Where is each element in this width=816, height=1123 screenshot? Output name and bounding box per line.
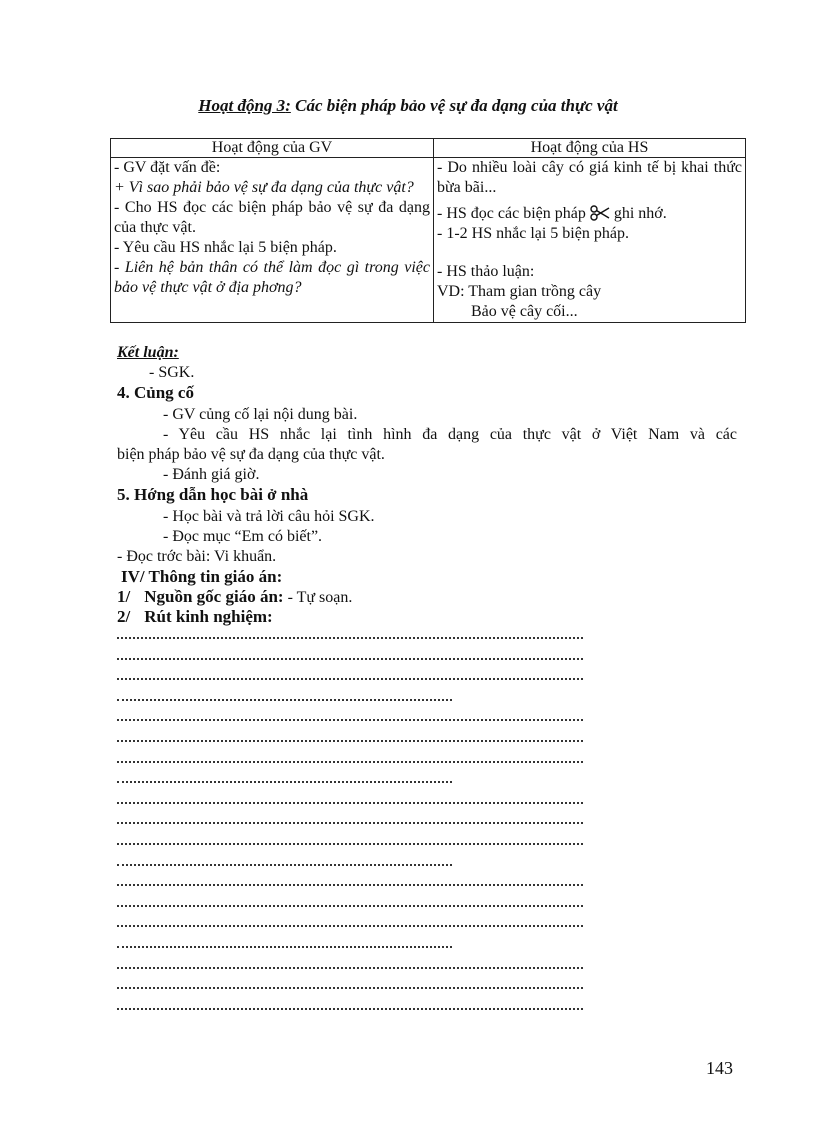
hs-line: Bảo vệ cây cối...: [471, 303, 578, 320]
hs-read-tail: ghi nhớ.: [613, 205, 667, 222]
gv-line: - Yêu cầu HS nhắc lại 5 biện pháp.: [114, 239, 337, 256]
section-5-heading: 5. Hớng dẫn học bài ở nhà: [117, 485, 309, 504]
section-5-line: - Đọc trớc bài: Vi khuẩn.: [117, 548, 277, 565]
cell-hs: [434, 158, 746, 323]
section-4-line: - GV củng cố lại nội dung bài.: [163, 406, 358, 423]
conclusion-text: - SGK.: [149, 364, 195, 381]
dotted-line: [117, 967, 583, 971]
item-2-number: 2/: [117, 607, 131, 626]
gv-line: + Vì sao phải bảo vệ sự đa dạng của thực vật?: [114, 179, 414, 196]
dotted-line: [117, 864, 452, 868]
table-header-row: [111, 139, 746, 158]
table-row: [111, 158, 746, 323]
section-4-line: biện pháp bảo vệ sự đa dạng của thực vật.: [117, 446, 385, 463]
section-iv-item-1: [117, 587, 352, 608]
conclusion-label: [117, 343, 179, 363]
hs-read-text: - HS đọc các biện pháp: [437, 205, 586, 222]
dotted-line: [117, 637, 583, 641]
item-1-value: - Tự soạn.: [283, 589, 353, 606]
section-5-line: - Học bài và trả lời câu hỏi SGK.: [163, 508, 375, 525]
dotted-line: [117, 925, 583, 929]
activity-heading-colon: :: [285, 96, 291, 115]
header-gv: Hoạt động của GV: [111, 139, 434, 158]
activity-table: [110, 138, 746, 323]
dotted-line: [117, 884, 583, 888]
hs-line: VD: Tham gian trồng cây: [437, 283, 602, 300]
dotted-line: [117, 678, 583, 682]
dotted-line: [117, 946, 452, 950]
section-4-line: - Đánh giá giờ.: [163, 466, 260, 483]
hs-line-read: [437, 204, 742, 224]
dotted-line: [117, 719, 583, 723]
gv-line: - Liên hệ bản thân có thể làm đọc gì trong việc bảo vệ thực vật ở địa phơng?: [114, 259, 430, 296]
gv-line: - Cho HS đọc các biện pháp bảo vệ sự đa dạng của thực vật.: [114, 199, 430, 236]
hs-line: - Do nhiều loài cây có giá kinh tế bị khai thức bừa bãi...: [437, 159, 742, 196]
dotted-line: [117, 1008, 583, 1012]
conclusion-label-text: Kết luận:: [117, 344, 179, 361]
item-2-label: Rút kinh nghiệm:: [144, 607, 273, 626]
activity-heading-label: Hoạt động 3: [198, 96, 286, 115]
dotted-line: [117, 822, 583, 826]
page-number: 143: [706, 1058, 733, 1078]
dotted-line: [117, 987, 583, 991]
dotted-line: [117, 905, 583, 909]
cell-gv: [111, 158, 434, 323]
scissors-icon: [590, 205, 610, 221]
hs-line: - 1-2 HS nhắc lại 5 biện pháp.: [437, 225, 629, 242]
section-4-heading: 4. Củng cố: [117, 383, 194, 402]
dotted-line: [117, 740, 583, 744]
dotted-line: [117, 699, 452, 703]
section-iv-heading: IV/ Thông tin giáo án:: [121, 567, 283, 586]
section-5-line: - Đọc mục “Em có biết”.: [163, 528, 323, 545]
activity-heading-title: Các biện pháp bảo vệ sự đa dạng của thực vật: [290, 96, 618, 115]
item-1-number: 1/: [117, 587, 131, 606]
dotted-line: [117, 802, 583, 806]
gv-line: - GV đặt vấn đề:: [114, 159, 221, 176]
dotted-line: [117, 761, 583, 765]
dotted-line: [117, 781, 452, 785]
hs-line: - HS thảo luận:: [437, 263, 535, 280]
dotted-line: [117, 843, 583, 847]
item-1-label: Nguồn gốc giáo án:: [144, 587, 284, 606]
section-4-line: - Yêu cầu HS nhắc lại tình hình đa dạng của thực vật ở Việt Nam và các: [163, 426, 737, 443]
header-hs: Hoạt động của HS: [434, 139, 746, 158]
activity-heading: [0, 96, 816, 116]
dotted-line: [117, 658, 583, 662]
section-iv-item-2: [117, 607, 273, 628]
